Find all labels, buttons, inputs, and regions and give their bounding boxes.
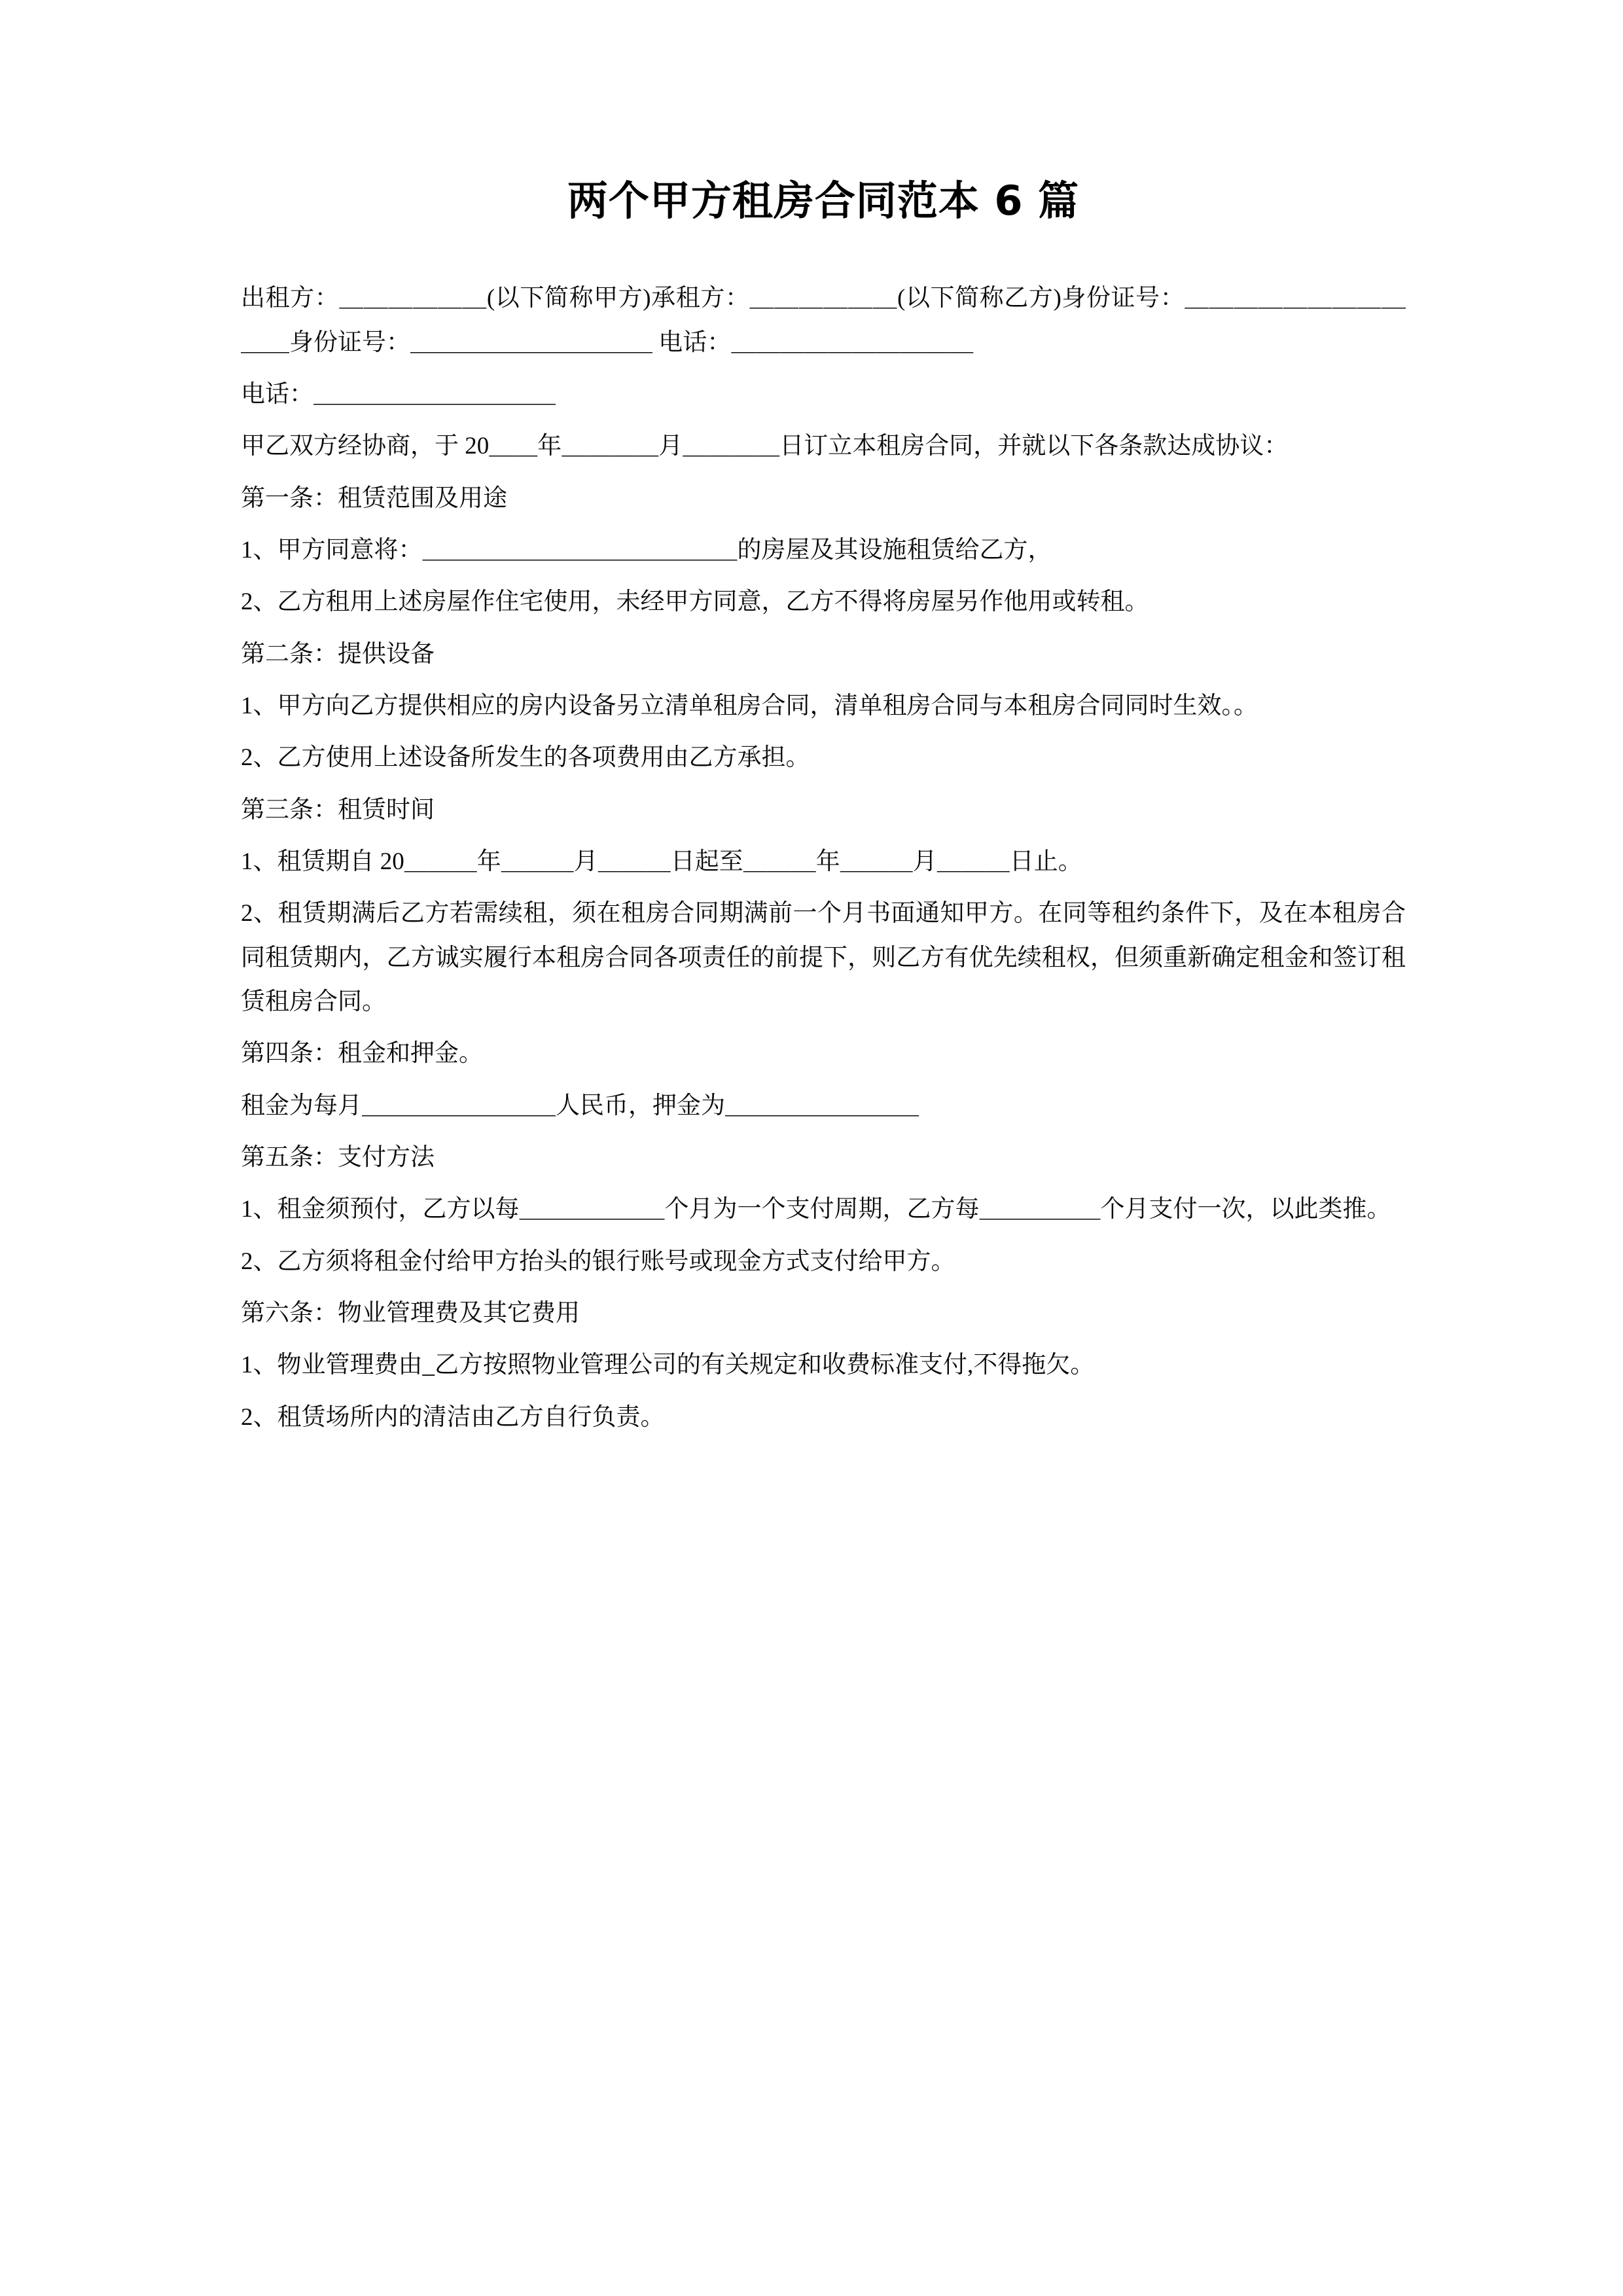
clause-3-heading: 第三条：租赁时间 xyxy=(241,796,435,823)
paragraph-2: 电话：＿＿＿＿＿＿＿＿＿＿ xyxy=(241,381,556,408)
clause-6-heading: 第六条：物业管理费及其它费用 xyxy=(241,1299,580,1327)
clause-3-item-2: 2、租赁期满后乙方若需续租，须在租房合同期满前一个月书面通知甲方。在同等租约条件下，及在本租房合同租赁期内，乙方诚实履行本租房合同各项责任的前提下，则乙方有优先续租权，但须重新确定租金和签订租赁租房合同。 xyxy=(241,900,1406,1015)
paragraph-3: 甲乙双方经协商，于 20＿＿年＿＿＿＿月＿＿＿＿日订立本租房合同，并就以下各条款达成协议： xyxy=(241,433,1289,460)
clause-5-heading: 第五条：支付方法 xyxy=(241,1143,435,1171)
document-body xyxy=(241,177,1406,1447)
clause-5-item-2: 2、乙方须将租金付给甲方抬头的银行账号或现金方式支付给甲方。 xyxy=(241,1247,955,1275)
clause-1-heading: 第一条：租赁范围及用途 xyxy=(241,484,507,512)
clause-1-item-2: 2、乙方租用上述房屋作住宅使用，未经甲方同意，乙方不得将房屋另作他用或转租。 xyxy=(241,588,1149,616)
clause-6-item-1: 1、物业管理费由_乙方按照物业管理公司的有关规定和收费标准支付,不得拖欠。 xyxy=(241,1352,1095,1379)
clause-3-item-1: 1、租赁期自 20＿＿＿年＿＿＿月＿＿＿日起至＿＿＿年＿＿＿月＿＿＿日止。 xyxy=(241,848,1082,875)
clause-4-heading: 第四条：租金和押金。 xyxy=(241,1040,483,1067)
clause-2-heading: 第二条：提供设备 xyxy=(241,640,435,668)
paragraph-1: 出租方：＿＿＿＿＿＿(以下简称甲方)承租方：＿＿＿＿＿＿(以下简称乙方)身份证号：＿＿＿＿＿＿＿＿＿＿＿身份证号：＿＿＿＿＿＿＿＿＿＿ 电话：＿＿＿＿＿＿＿＿＿＿ xyxy=(241,285,1406,356)
clause-4-item-1: 租金为每月＿＿＿＿＿＿＿＿人民币，押金为＿＿＿＿＿＿＿＿ xyxy=(241,1092,919,1119)
clause-2-item-1: 1、甲方向乙方提供相应的房内设备另立清单租房合同，清单租房合同与本租房合同同时生效。。 xyxy=(241,692,1258,720)
page-title: 两个甲方租房合同范本 6 篇 xyxy=(567,177,1080,224)
clause-6-item-2: 2、租赁场所内的清洁由乙方自行负责。 xyxy=(241,1403,665,1431)
clause-2-item-2: 2、乙方使用上述设备所发生的各项费用由乙方承担。 xyxy=(241,744,810,772)
clause-1-item-1: 1、甲方同意将：＿＿＿＿＿＿＿＿＿＿＿＿＿的房屋及其设施租赁给乙方， xyxy=(241,537,1052,564)
clause-5-item-1: 1、租金须预付，乙方以每＿＿＿＿＿＿个月为一个支付周期，乙方每＿＿＿＿＿个月支付一次，以此类推。 xyxy=(241,1196,1391,1223)
